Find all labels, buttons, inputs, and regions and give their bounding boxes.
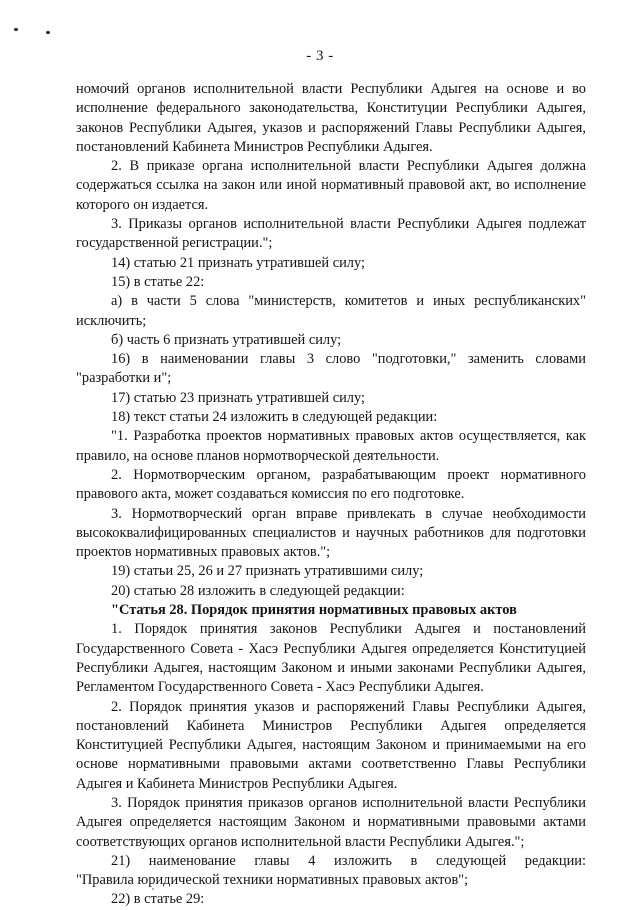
- paragraph-amendment-19: 19) статьи 25, 26 и 27 признать утратившими силу;: [111, 563, 424, 580]
- paragraph-continuation: номочий органов исполнительной власти Республики Адыгея на основе и во исполнение федерального законодательства, Конституции Республики Адыгея, законов Республики Адыгея, указов и распоряжений Главы Республики Адыгея, постановлений Кабинета Министров Республики Адыгея.: [76, 81, 586, 155]
- paragraph-amendment-14: 14) статью 21 признать утратившей силу;: [111, 254, 365, 271]
- paragraph-item-2: 2. В приказе органа исполнительной власти Республики Адыгея должна содержаться ссылка на закон или иной нормативный правовой акт, во исполнение которого он издается.: [76, 158, 586, 213]
- scan-speck: [152, 888, 154, 890]
- paragraph-article24-item-3: 3. Нормотворческий орган вправе привлекать в случае необходимости высококвалифицированных специалистов и научных работников для подготовки проектов нормативных правовых актов.";: [76, 505, 586, 561]
- paragraph-subitem-b: б) часть 6 признать утратившей силу;: [111, 331, 342, 348]
- paragraph-amendment-20: 20) статью 28 изложить в следующей редакции:: [111, 582, 405, 599]
- paragraph-amendment-17: 17) статью 23 признать утратившей силу;: [111, 389, 365, 406]
- paragraph-amendment-15: 15) в статье 22:: [111, 273, 205, 290]
- paragraph-amendment-21: 21) наименование главы 4 изложить в следующей редакции:: [111, 852, 586, 869]
- paragraph-item-3: 3. Приказы органов исполнительной власти Республики Адыгея подлежат государственной регистрации.";: [76, 216, 586, 252]
- paragraph-article24-item-1: "1. Разработка проектов нормативных правовых актов осуществляется, как правило, на основе планов нормотворческой деятельности.: [76, 428, 586, 464]
- scan-speck: [46, 31, 50, 34]
- paragraph-chapter4-title: "Правила юридической техники нормативных правовых актов";: [76, 872, 469, 889]
- scan-speck: [14, 28, 18, 31]
- page-number: - 3 -: [306, 48, 334, 64]
- paragraph-article28-item-1: 1. Порядок принятия законов Республики Адыгея и постановлений Государственного Совета - Хасэ Республики Адыгея определяется Конституцией Республики Адыгея, настоящим Законом и иными законами Республики Адыгея, Регламентом Государственного Совета - Хасэ Республики Адыгея.: [76, 621, 586, 696]
- paragraph-article24-item-2: 2. Нормотворческим органом, разрабатывающим проект нормативного правового акта, может создаваться комиссия по его подготовке.: [76, 466, 586, 503]
- paragraph-article28-item-2: 2. Порядок принятия указов и распоряжений Главы Республики Адыгея, постановлений Кабинета Министров Республики Адыгея определяется Конституцией Республики Адыгея, настоящим Законом и принимаемыми на его основе нормативными правовыми актами соответственно Главы Республики Адыгея и Кабинета Министров Республики Адыгея.: [76, 698, 586, 792]
- paragraph-amendment-22: 22) в статье 29:: [111, 891, 205, 908]
- paragraph-article28-item-3: 3. Порядок принятия приказов органов исполнительной власти Республики Адыгея определяется настоящим Законом и нормативными правовыми актами соответствующих органов исполнительной власти Республики Адыгея.";: [76, 794, 586, 850]
- article-28-heading: "Статья 28. Порядок принятия нормативных правовых актов: [111, 602, 517, 619]
- paragraph-amendment-18: 18) текст статьи 24 изложить в следующей редакции:: [111, 409, 438, 426]
- paragraph-subitem-a: а) в части 5 слова "министерств, комитетов и иных республиканских" исключить;: [76, 293, 586, 329]
- document-body: [76, 80, 586, 910]
- paragraph-amendment-16: 16) в наименовании главы 3 слово "подготовки," заменить словами "разработки и";: [76, 351, 586, 387]
